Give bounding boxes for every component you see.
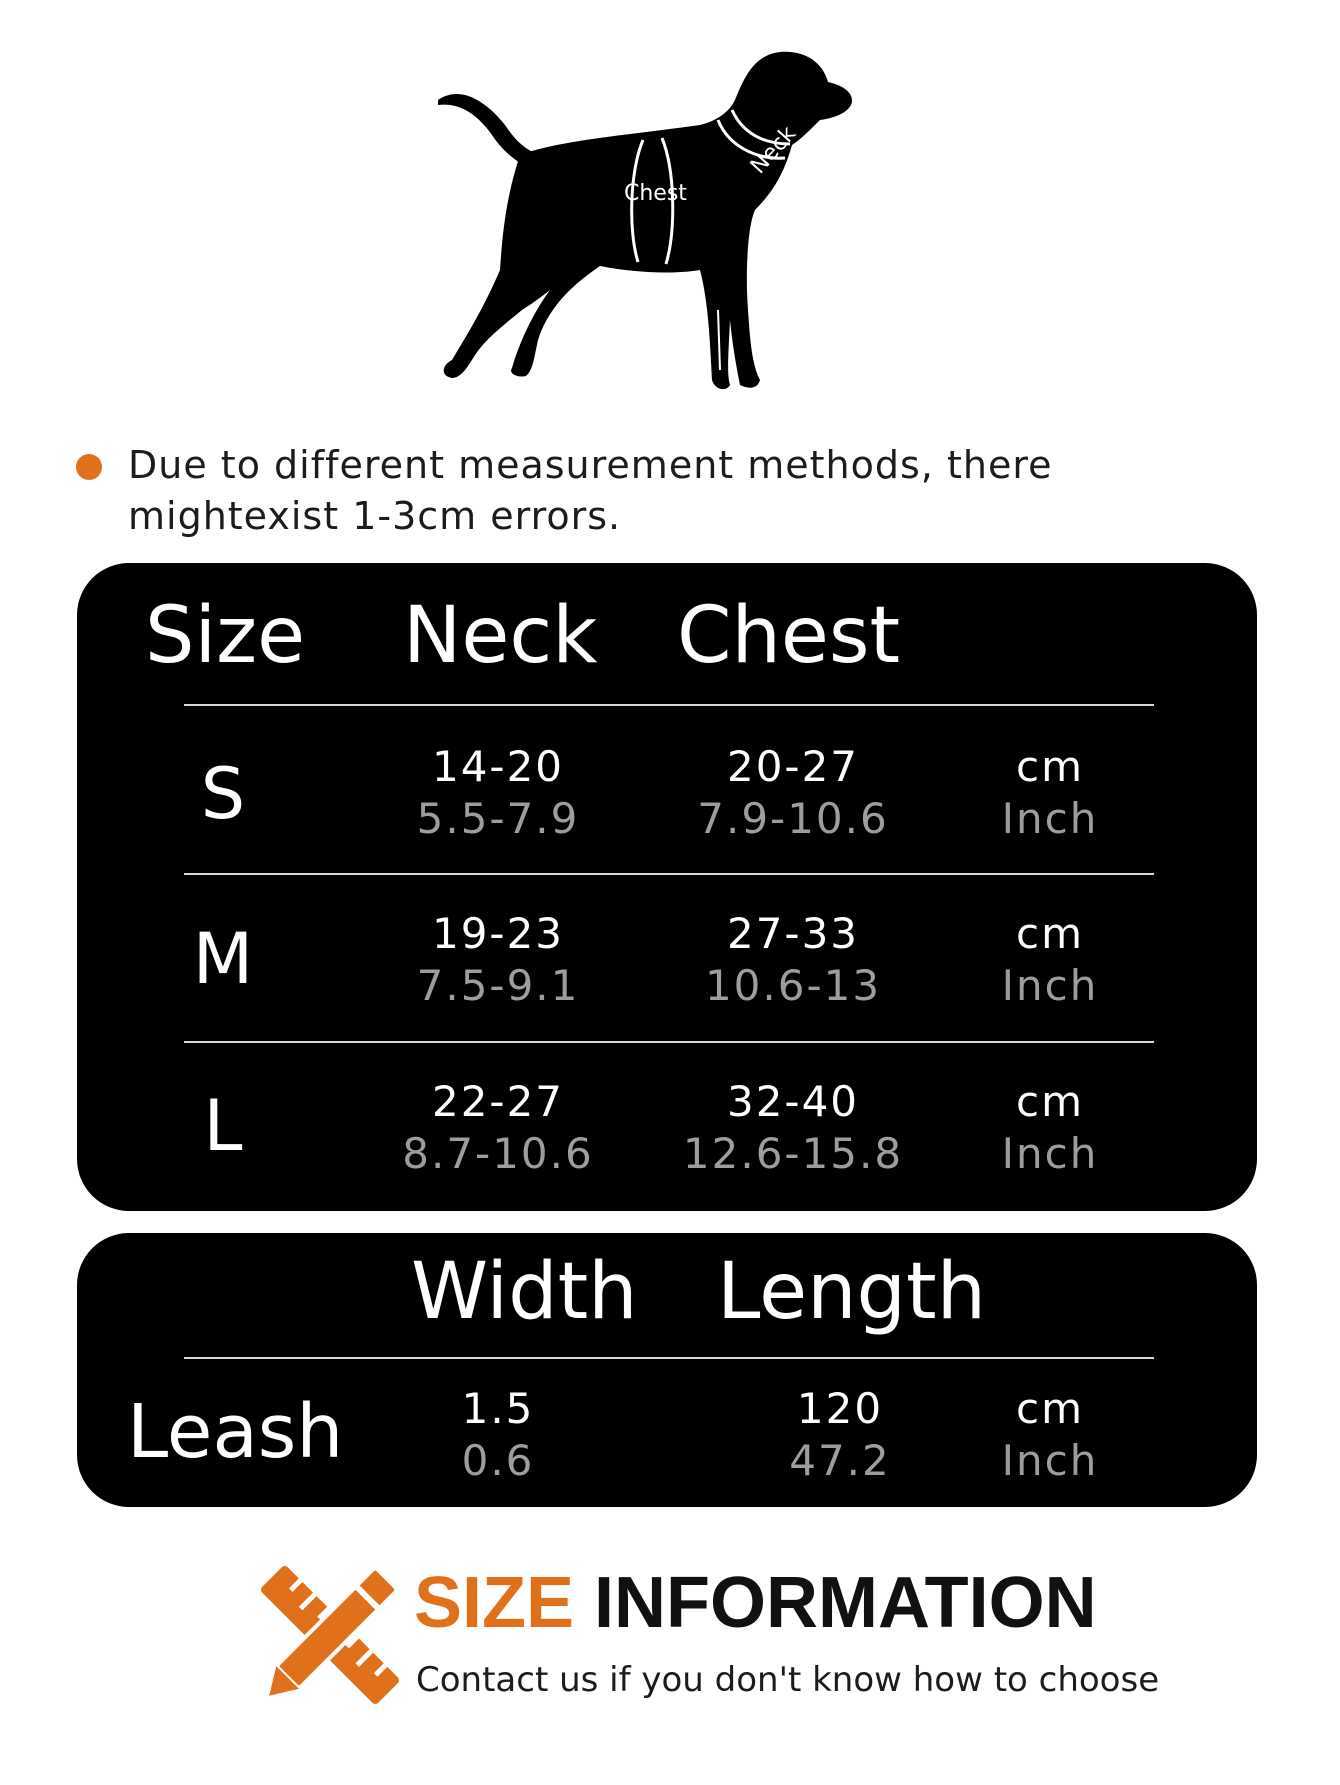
length-cm-value: 120 — [796, 1384, 884, 1433]
harness-size-table — [77, 563, 1257, 1211]
unit-inch: Inch — [1001, 1436, 1099, 1485]
header-length: Length — [717, 1247, 987, 1337]
ruler-pencil-icon — [250, 1555, 410, 1715]
note-text: Due to different measurement methods, there mightexist 1-3cm errors. — [128, 443, 1053, 538]
neck-inch-value: 7.5-9.1 — [416, 961, 580, 1010]
size-label: M — [192, 918, 254, 1000]
chest-inch-value: 12.6-15.8 — [682, 1129, 904, 1178]
dog-silhouette-illustration — [430, 40, 930, 440]
unit-cell — [900, 1383, 1200, 1487]
header-size: Size — [145, 591, 306, 681]
measurement-note — [76, 440, 1276, 542]
neck-cell — [348, 1076, 648, 1180]
size-label: L — [203, 1085, 243, 1167]
header-width: Width — [411, 1247, 638, 1337]
width-inch-value: 0.6 — [461, 1436, 535, 1485]
leash-label: Leash — [127, 1389, 344, 1475]
neck-label: Neck — [745, 121, 802, 180]
neck-inch-value: 8.7-10.6 — [402, 1129, 594, 1178]
unit-cell — [900, 908, 1200, 1012]
chest-label: Chest — [624, 181, 687, 206]
neck-cm-value: 19-23 — [431, 909, 565, 958]
title-main: INFORMATION — [594, 1563, 1097, 1643]
unit-cell — [900, 1076, 1200, 1180]
divider — [184, 1041, 1154, 1043]
unit-cell — [900, 741, 1200, 845]
unit-cm: cm — [1015, 742, 1084, 791]
neck-cell — [348, 908, 648, 1012]
chest-cm-value: 27-33 — [726, 909, 860, 958]
chest-inch-value: 7.9-10.6 — [697, 794, 889, 843]
width-cm-value: 1.5 — [461, 1384, 535, 1433]
unit-cm: cm — [1015, 909, 1084, 958]
chest-inch-value: 10.6-13 — [704, 961, 882, 1010]
divider — [184, 873, 1154, 875]
contact-subtitle: Contact us if you don't know how to choose — [416, 1660, 1160, 1700]
chest-cell — [643, 908, 943, 1012]
dog-silhouette-icon — [430, 40, 930, 440]
leash-size-table — [77, 1233, 1257, 1507]
chest-cell — [643, 1076, 943, 1180]
size-information-title — [414, 1562, 1097, 1644]
chest-cm-value: 32-40 — [726, 1077, 860, 1126]
chest-cell — [643, 741, 943, 845]
size-label: S — [200, 753, 246, 835]
unit-cm: cm — [1015, 1077, 1084, 1126]
length-inch-value: 47.2 — [789, 1436, 891, 1485]
neck-cell — [348, 741, 648, 845]
bullet-dot-icon — [76, 454, 102, 480]
width-cell — [348, 1383, 648, 1487]
chest-cm-value: 20-27 — [726, 742, 860, 791]
neck-cm-value: 14-20 — [431, 742, 565, 791]
divider — [184, 1357, 1154, 1359]
title-accent: SIZE — [414, 1563, 575, 1643]
header-neck: Neck — [403, 591, 598, 681]
divider — [184, 704, 1154, 706]
unit-inch: Inch — [1001, 961, 1099, 1010]
neck-cm-value: 22-27 — [431, 1077, 565, 1126]
header-chest: Chest — [677, 591, 901, 681]
unit-cm: cm — [1015, 1384, 1084, 1433]
unit-inch: Inch — [1001, 794, 1099, 843]
neck-inch-value: 5.5-7.9 — [416, 794, 580, 843]
unit-inch: Inch — [1001, 1129, 1099, 1178]
